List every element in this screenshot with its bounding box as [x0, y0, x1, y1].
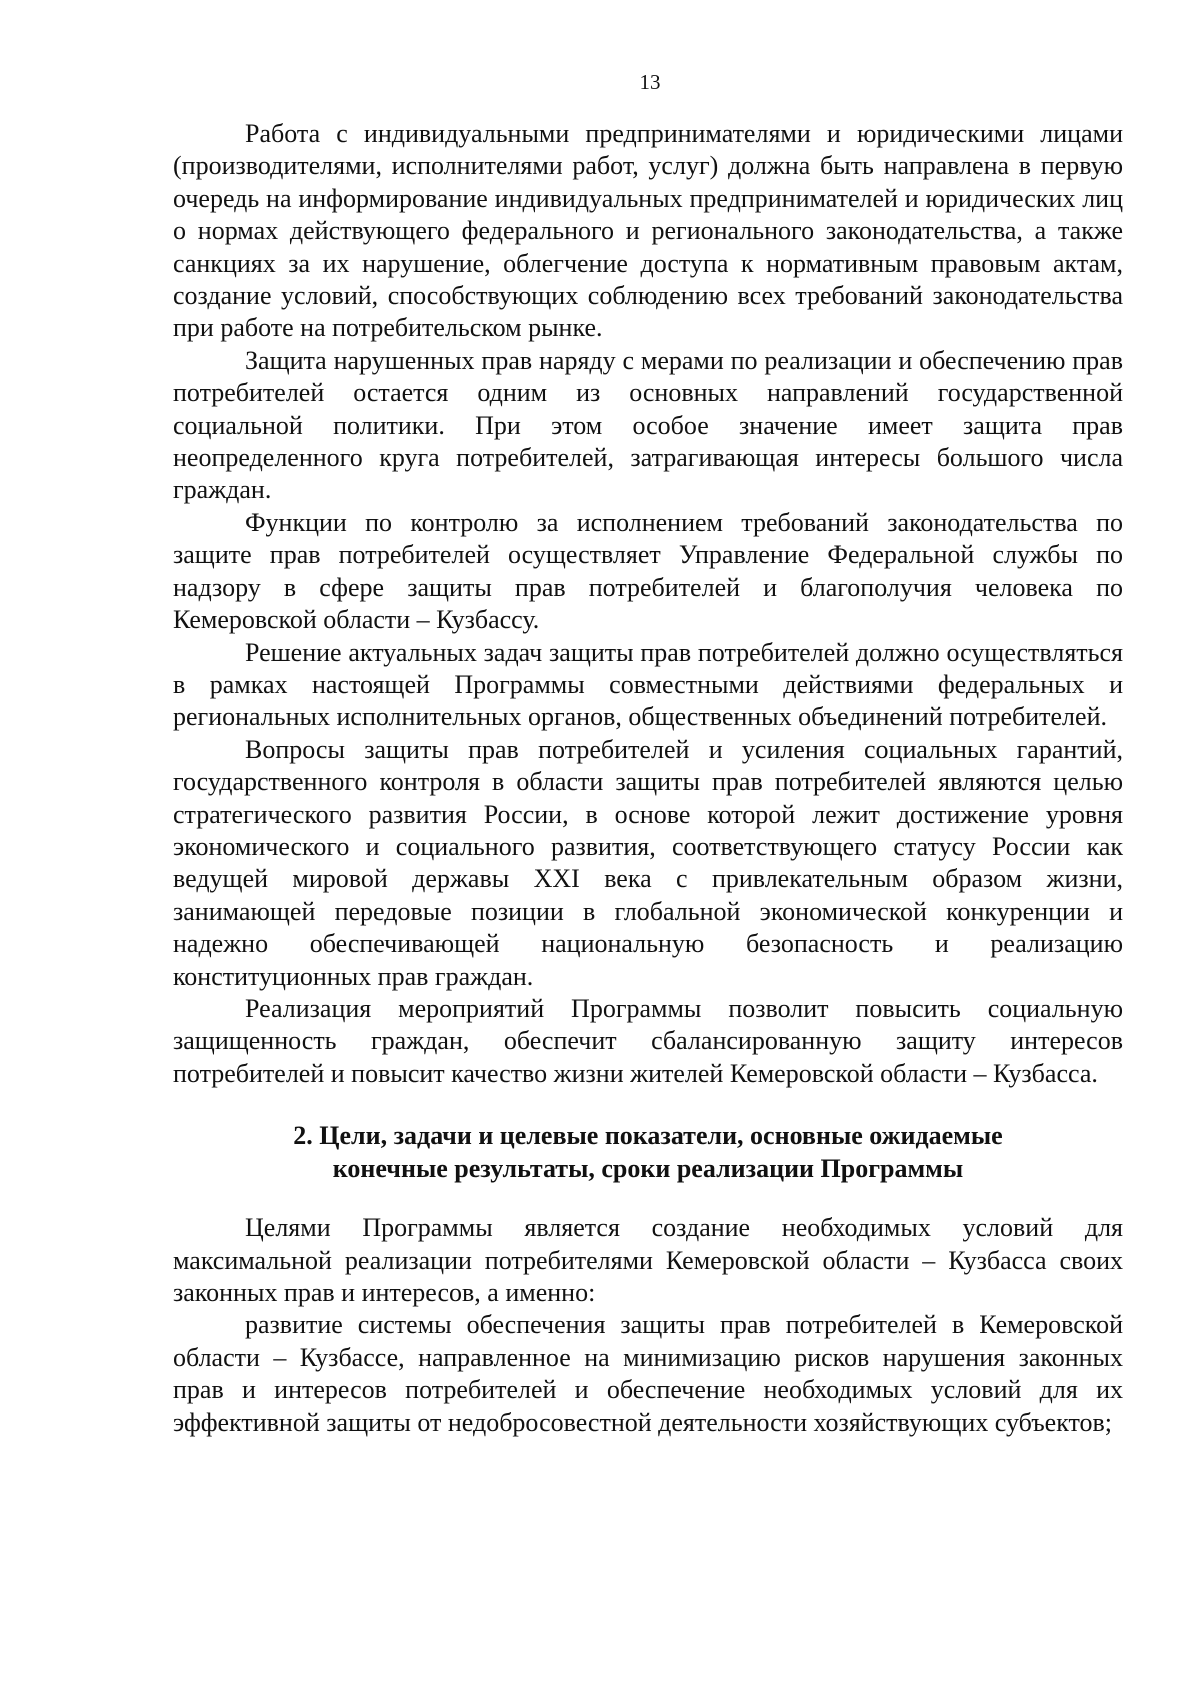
section-heading-line-2: конечные результаты, сроки реализации Программы: [332, 1154, 964, 1184]
paragraph-strategic-development: Вопросы защиты прав потребителей и усиления социальных гарантий, государственного контроля в области защиты прав потребителей являются целью стратегического развития России, в основе которой лежит достижение уровня экономического и социального развития, соответствующего статусу России как ведущей мировой державы XXI века с привлекательным образом жизни, занимающей передовые позиции в глобальной экономической конкуренции и надежно обеспечивающей национальную безопасность и реализацию конституционных прав граждан.: [173, 734, 1123, 991]
page-body: [173, 118, 1123, 1439]
page-number: 13: [639, 70, 661, 94]
paragraph-system-development: развитие системы обеспечения защиты прав потребителей в Кемеровской области – Кузбассе, направленное на минимизацию рисков нарушения законных прав и интересов потребителей и обеспечение необходимых условий для их эффективной защиты от недобросовестной деятельности хозяйствующих субъектов;: [173, 1310, 1123, 1437]
paragraph-joint-actions: Решение актуальных задач защиты прав потребителей должно осуществляться в рамках настоящей Программы совместными действиями федеральных и региональных исполнительных органов, общественных объединений потребителей.: [173, 637, 1123, 732]
section-heading: [173, 1119, 1123, 1185]
paragraph-control-functions: Функции по контролю за исполнением требований законодательства по защите прав потребителей осуществляет Управление Федеральной службы по надзору в сфере защиты прав потребителей и благополучия человека по Кемеровской области – Кузбассу.: [173, 507, 1123, 635]
paragraph-program-effect: Реализация мероприятий Программы позволит повысить социальную защищенность граждан, обеспечит сбалансированную защиту интересов потребителей и повысит качество жизни жителей Кемеровской области – Кузбасса.: [173, 993, 1123, 1088]
paragraph-businesses: Работа с индивидуальными предпринимателями и юридическими лицами (производителями, исполнителями работ, услуг) должна быть направлена в первую очередь на информирование индивидуальных предпринимателей и юридических лиц о нормах действующего федерального и регионального законодательства, а также санкциях за их нарушение, облегчение доступа к нормативным правовым актам, создание условий, способствующих соблюдению всех требований законодательства при работе на потребительском рынке.: [173, 119, 1123, 343]
paragraph-program-goals: Целями Программы является создание необходимых условий для максимальной реализации потребителями Кемеровской области – Кузбасса своих законных прав и интересов, а именно:: [173, 1213, 1123, 1307]
paragraph-protection-of-rights: Защита нарушенных прав наряду с мерами по реализации и обеспечению прав потребителей остается одним из основных направлений государственной социальной политики. При этом особое значение имеет защита прав неопределенного круга потребителей, затрагивающая интересы большого числа граждан.: [173, 345, 1123, 505]
section-heading-line-1: 2. Цели, задачи и целевые показатели, основные ожидаемые: [293, 1121, 1003, 1151]
